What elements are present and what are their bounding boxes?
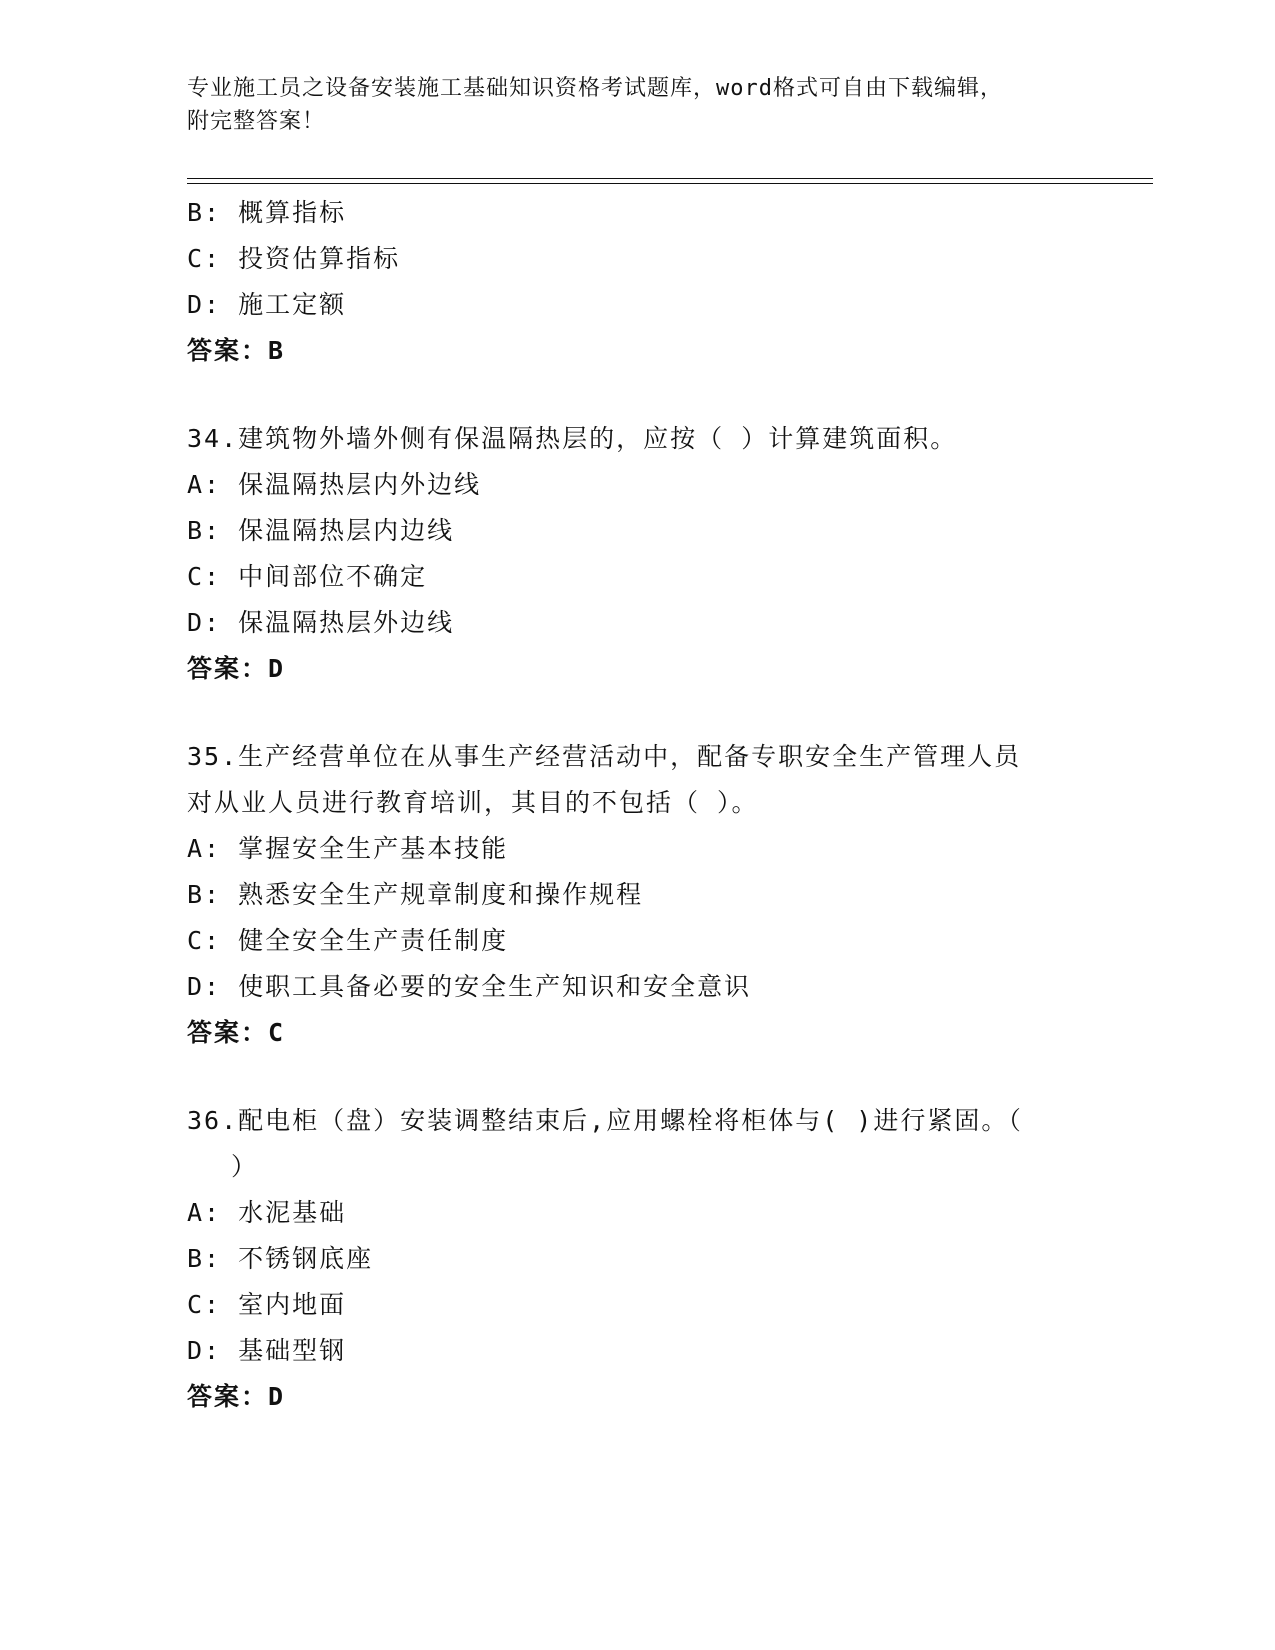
answer-line: 答案：D — [187, 1382, 286, 1411]
answer-line: 答案：D — [187, 654, 286, 683]
question-34 — [187, 416, 1087, 692]
option-c: C: 中间部位不确定 — [187, 562, 428, 591]
question-text: 34.建筑物外墙外侧有保温隔热层的，应按（ ）计算建筑面积。 — [187, 424, 958, 453]
question-text-line-1: 35.生产经营单位在从事生产经营活动中，配备专职安全生产管理人员 — [187, 742, 1022, 771]
option-b: B: 熟悉安全生产规章制度和操作规程 — [187, 880, 644, 909]
answer-line: 答案：C — [187, 1018, 286, 1047]
option-c: C: 室内地面 — [187, 1290, 347, 1319]
header-line-1: 专业施工员之设备安装施工基础知识资格考试题库，word格式可自由下载编辑， — [187, 76, 1003, 101]
option-c: C: 投资估算指标 — [187, 244, 401, 273]
option-d: D: 基础型钢 — [187, 1336, 347, 1365]
option-d: D: 保温隔热层外边线 — [187, 608, 455, 637]
header-line-2: 附完整答案！ — [187, 109, 326, 134]
option-a: A: 掌握安全生产基本技能 — [187, 834, 509, 863]
question-list — [187, 190, 1087, 1420]
header-divider-top — [187, 178, 1153, 179]
answer-line: 答案：B — [187, 336, 286, 365]
question-text-line-2: 对从业人员进行教育培训，其目的不包括（ ）。 — [187, 788, 759, 817]
question-text-line-2: ） — [231, 1152, 259, 1181]
document-header — [187, 72, 1087, 138]
option-a: A: 水泥基础 — [187, 1198, 347, 1227]
option-b: B: 不锈钢底座 — [187, 1244, 374, 1273]
question-text-line-1: 36.配电柜（盘）安装调整结束后,应用螺栓将柜体与( )进行紧固。（ — [187, 1106, 1023, 1135]
question-36 — [187, 1098, 1087, 1420]
header-divider-bottom — [187, 183, 1153, 184]
option-d: D: 施工定额 — [187, 290, 347, 319]
question-33-continued — [187, 190, 1087, 374]
option-d: D: 使职工具备必要的安全生产知识和安全意识 — [187, 972, 752, 1001]
option-b: B: 保温隔热层内边线 — [187, 516, 455, 545]
option-a: A: 保温隔热层内外边线 — [187, 470, 482, 499]
option-b: B: 概算指标 — [187, 198, 347, 227]
option-c: C: 健全安全生产责任制度 — [187, 926, 509, 955]
question-35 — [187, 734, 1087, 1056]
